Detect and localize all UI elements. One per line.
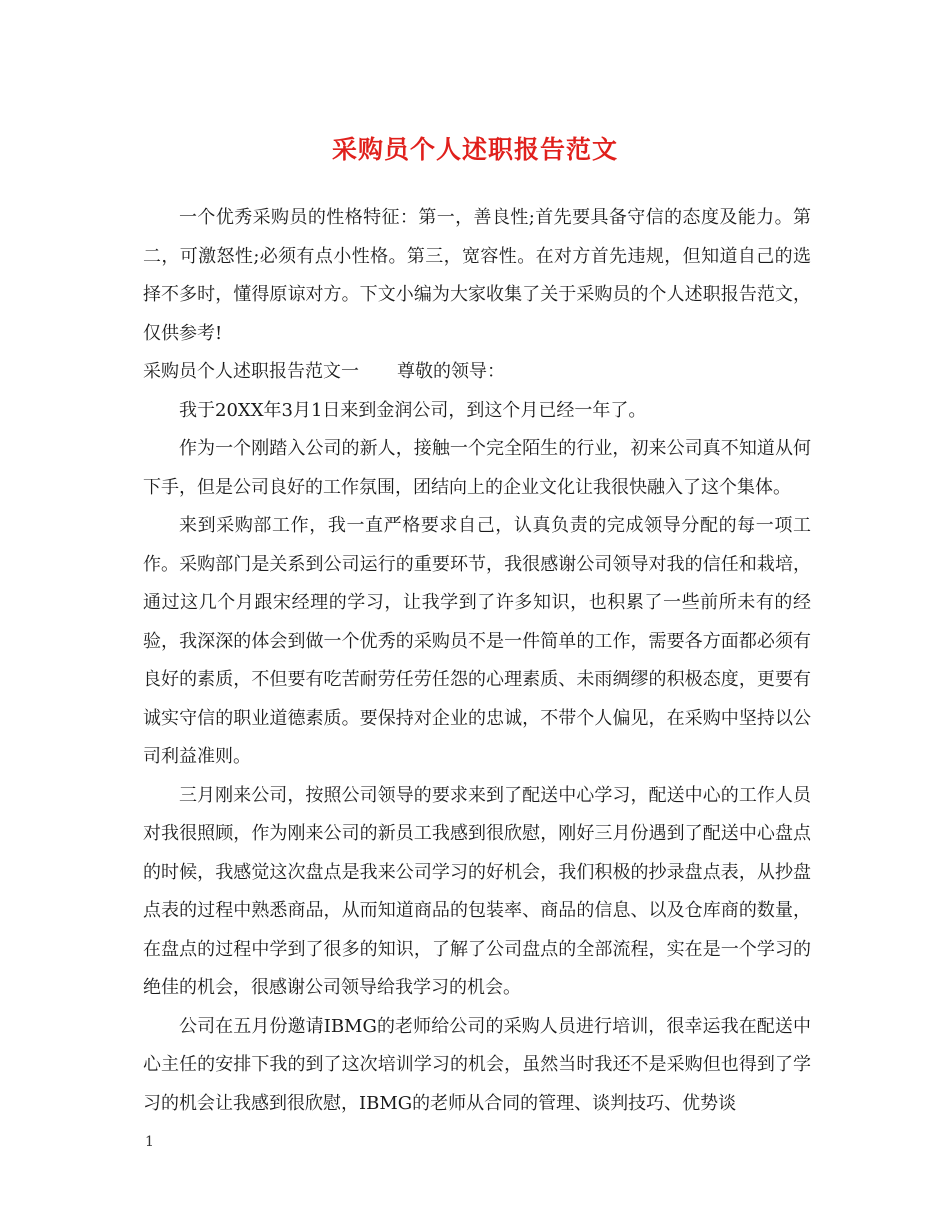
section-heading-line [143, 353, 811, 392]
intro-paragraph: 一个优秀采购员的性格特征：第一，善良性;首先要具备守信的态度及能力。第二，可激怒性;必须有点小性格。第三，宽容性。在对方首先违规，但知道自己的选择不多时，懂得原谅对方。下文小编为大家收集了关于采购员的个人述职报告范文，仅供参考! [143, 207, 811, 344]
document-body [143, 199, 811, 1123]
body-paragraph: 我于20XX年3月1日来到金润公司，到这个月已经一年了。 [179, 399, 647, 421]
body-paragraph: 三月刚来公司，按照公司领导的要求来到了配送中心学习，配送中心的工作人员对我很照顾，作为刚来公司的新员工我感到很欣慰，刚好三月份遇到了配送中心盘点的时候，我感觉这次盘点是我来公司学习的好机会，我们积极的抄录盘点表，从抄盘点表的过程中熟悉商品，从而知道商品的包装率、商品的信息、以及仓库商的数量，在盘点的过程中学到了很多的知识，了解了公司盘点的全部流程，实在是一个学习的绝佳的机会，很感谢公司领导给我学习的机会。 [143, 784, 811, 998]
page-number: 1 [145, 1134, 154, 1150]
body-paragraph: 作为一个刚踏入公司的新人，接触一个完全陌生的行业，初来公司真不知道从何下手，但是公司良好的工作氛围，团结向上的企业文化让我很快融入了这个集体。 [143, 438, 811, 498]
document-title: 采购员个人述职报告范文 [331, 135, 618, 164]
section-heading: 采购员个人述职报告范文一 [143, 361, 359, 382]
body-paragraph: 公司在五月份邀请IBMG的老师给公司的采购人员进行培训，很幸运我在配送中心主任的安排下我的到了这次培训学习的机会，虽然当时我还不是采购但也得到了学习的机会让我感到很欣慰，IBMG的老师从合同的管理、谈判技巧、优势谈 [143, 1015, 811, 1114]
body-paragraph: 来到采购部工作，我一直严格要求自己，认真负责的完成领导分配的每一项工作。采购部门是关系到公司运行的重要环节，我很感谢公司领导对我的信任和栽培，通过这几个月跟宋经理的学习，让我学到了许多知识，也积累了一些前所未有的经验，我深深的体会到做一个优秀的采购员不是一件简单的工作，需要各方面都必须有良好的素质，不但要有吃苦耐劳任劳任怨的心理素质、未雨绸缪的积极态度，更要有诚实守信的职业道德素质。要保持对企业的忠诚，不带个人偏见，在采购中坚持以公司利益准则。 [143, 515, 811, 767]
salutation: 尊敬的领导： [397, 361, 505, 382]
